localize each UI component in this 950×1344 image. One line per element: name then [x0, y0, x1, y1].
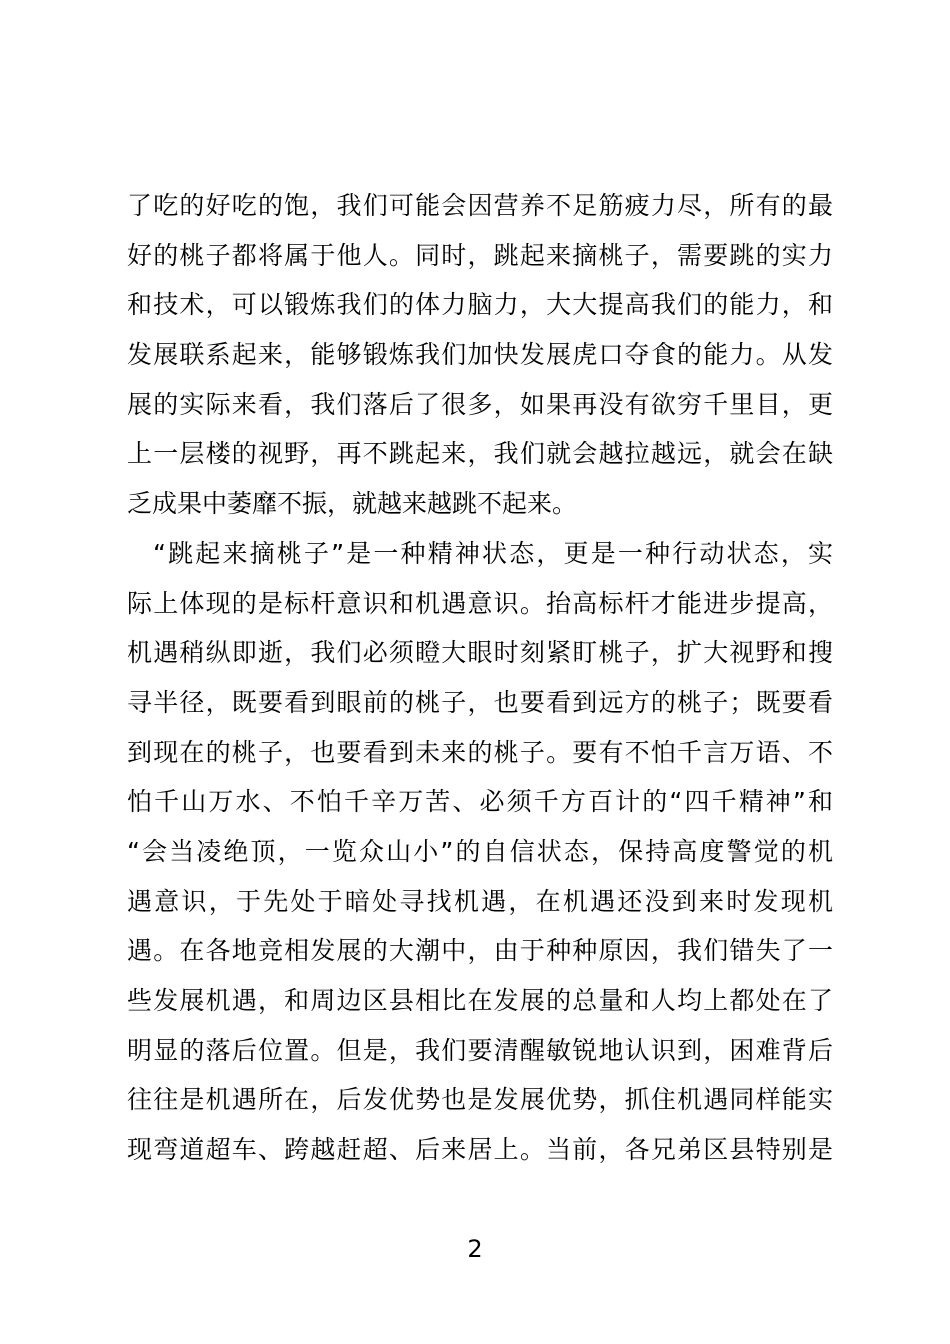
text-line: 些发展机遇，和周边区县相比在发展的总量和人均上都处在了	[127, 986, 833, 1015]
text-line: 和技术，可以锻炼我们的体力脑力，大大提高我们的能力，和	[127, 290, 833, 319]
text-line: 展的实际来看，我们落后了很多，如果再没有欲穷千里目，更	[127, 390, 833, 419]
text-line: 遇。在各地竞相发展的大潮中，由于种种原因，我们错失了一	[127, 936, 833, 965]
text-line: 发展联系起来，能够锻炼我们加快发展虎口夺食的能力。从发	[127, 340, 833, 369]
text-line: 遇意识，于先处于暗处寻找机遇，在机遇还没到来时发现机	[127, 887, 833, 916]
text-line: “跳起来摘桃子”是一种精神状态，更是一种行动状态，实	[153, 539, 833, 568]
text-line: 现弯道超车、跨越赶超、后来居上。当前，各兄弟区县特别是	[127, 1135, 833, 1164]
text-line: 明显的落后位置。但是，我们要清醒敏锐地认识到，困难背后	[127, 1036, 833, 1065]
text-line: “会当凌绝顶，一览众山小”的自信状态，保持高度警觉的机	[127, 837, 833, 866]
text-line: 往往是机遇所在，后发优势也是发展优势，抓住机遇同样能实	[127, 1085, 833, 1114]
text-line: 到现在的桃子，也要看到未来的桃子。要有不怕千言万语、不	[127, 738, 833, 767]
text-line: 了吃的好吃的饱，我们可能会因营养不足筋疲力尽，所有的最	[127, 191, 833, 220]
text-line: 际上体现的是标杆意识和机遇意识。抬高标杆才能进步提高，	[127, 589, 833, 618]
page-number: 2	[467, 1235, 483, 1263]
text-line: 寻半径，既要看到眼前的桃子，也要看到远方的桃子；既要看	[127, 688, 833, 717]
text-line: 乏成果中萎靡不振，就越来越跳不起来。	[127, 489, 578, 518]
text-line: 怕千山万水、不怕千辛万苦、必须千方百计的“四千精神”和	[127, 787, 833, 816]
text-line: 上一层楼的视野，再不跳起来，我们就会越拉越远，就会在缺	[127, 439, 833, 468]
text-line: 好的桃子都将属于他人。同时，跳起来摘桃子，需要跳的实力	[127, 241, 833, 270]
text-line: 机遇稍纵即逝，我们必须瞪大眼时刻紧盯桃子，扩大视野和搜	[127, 638, 833, 667]
